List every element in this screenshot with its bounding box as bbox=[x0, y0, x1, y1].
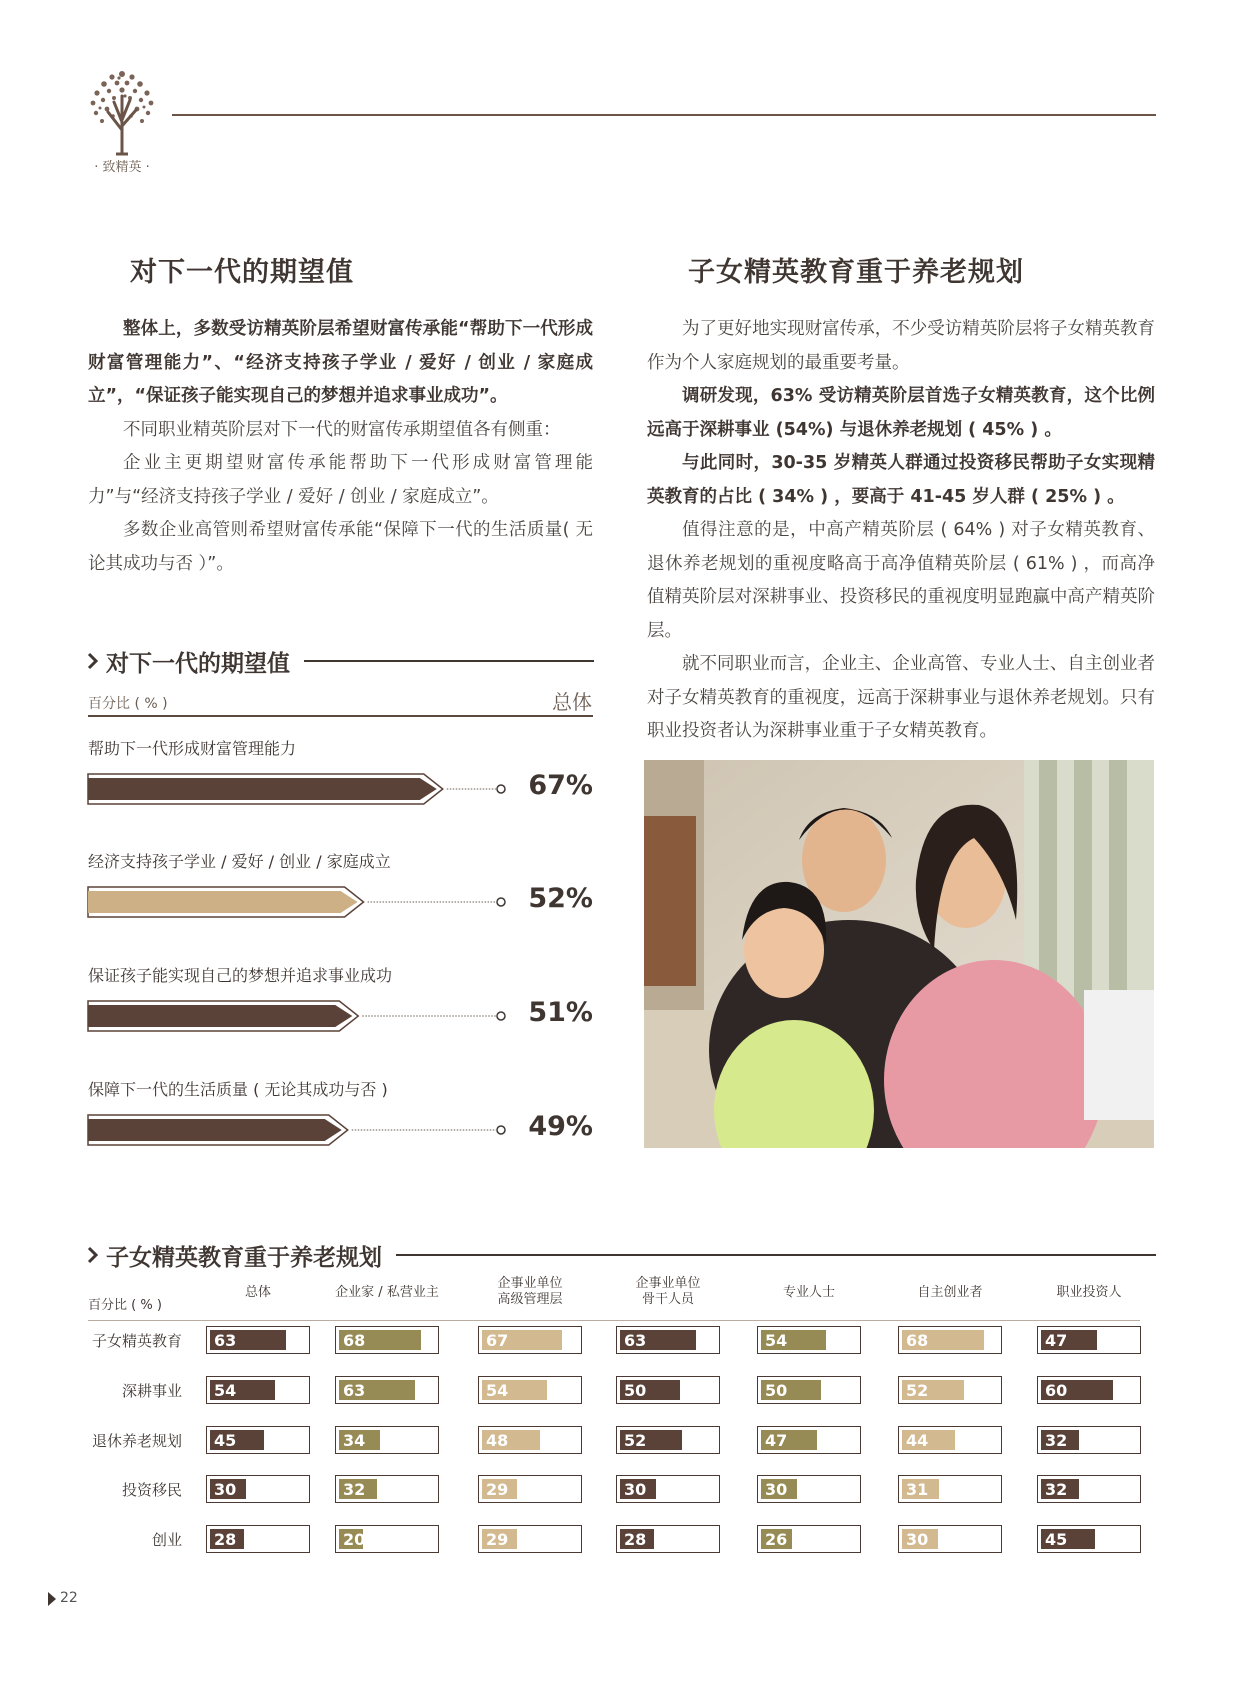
table-cell-value: 54 bbox=[765, 1331, 788, 1350]
table-cell bbox=[335, 1326, 439, 1354]
chevron-right-icon bbox=[86, 1244, 100, 1266]
expectation-item bbox=[88, 736, 593, 826]
table-row-label: 退休养老规划 bbox=[91, 1432, 182, 1450]
table-cell bbox=[206, 1475, 310, 1503]
table-cell-value: 54 bbox=[486, 1381, 509, 1400]
table-unit: 百分比 ( % ) bbox=[88, 1298, 162, 1313]
table-cell-value: 28 bbox=[214, 1530, 237, 1549]
right-paragraph: 就不同职业而言，企业主、企业高管、专业人士、自主创业者对子女精英教育的重视度，远高于深耕事业与退休养老规划。只有职业投资者认为深耕事业重于子女精英教育。 bbox=[647, 654, 1155, 741]
table-cell bbox=[757, 1426, 861, 1454]
table-cell bbox=[1037, 1475, 1141, 1503]
header-divider bbox=[172, 114, 1156, 116]
expectations-header bbox=[86, 644, 594, 678]
left-section-title: 对下一代的期望值 bbox=[130, 257, 354, 288]
expectation-value: 49% bbox=[528, 1111, 593, 1142]
table-cell bbox=[1037, 1376, 1141, 1404]
leader-dot bbox=[497, 1012, 505, 1020]
table-cell bbox=[335, 1376, 439, 1404]
table-cell-value: 26 bbox=[765, 1530, 788, 1549]
expectation-item bbox=[88, 849, 593, 939]
table-cell-value: 32 bbox=[1045, 1480, 1068, 1499]
logo-text: · 致精英 · bbox=[94, 160, 150, 175]
table-cell bbox=[898, 1525, 1002, 1553]
table-cell-value: 28 bbox=[624, 1530, 647, 1549]
table-cell-value: 30 bbox=[906, 1530, 929, 1549]
table-cell bbox=[335, 1426, 439, 1454]
leader-dot bbox=[497, 898, 505, 906]
table-cell bbox=[757, 1525, 861, 1553]
expectation-label: 经济支持孩子学业 / 爱好 / 创业 / 家庭成立 bbox=[88, 852, 391, 871]
table-cell bbox=[206, 1326, 310, 1354]
table-cell bbox=[478, 1525, 582, 1553]
table-cell-value: 44 bbox=[906, 1431, 929, 1450]
right-section-title: 子女精英教育重于养老规划 bbox=[688, 257, 1024, 288]
table-cell-value: 48 bbox=[486, 1431, 509, 1450]
education-header bbox=[86, 1238, 1156, 1272]
table-cell-value: 60 bbox=[1045, 1381, 1068, 1400]
page-arrow-icon bbox=[48, 1592, 56, 1606]
table-cell-value: 54 bbox=[214, 1381, 237, 1400]
right-paragraph: 值得注意的是，中高产精英阶层 ( 64% ) 对子女精英教育、退休养老规划的重视度略高于高净值精英阶层 ( 61% ) ，而高净值精英阶层对深耕事业、投资移民的重视度明显跑赢中高产精英阶层。 bbox=[647, 520, 1155, 641]
right-paragraph: 为了更好地实现财富传承，不少受访精英阶层将子女精英教育作为个人家庭规划的最重要考量。 bbox=[647, 319, 1155, 373]
expectation-value: 51% bbox=[528, 997, 593, 1028]
table-cell-value: 63 bbox=[343, 1381, 366, 1400]
table-cell bbox=[898, 1426, 1002, 1454]
table-cell-value: 29 bbox=[486, 1530, 509, 1549]
leader-dot bbox=[497, 785, 505, 793]
table-cell-value: 32 bbox=[1045, 1431, 1068, 1450]
table-cell-value: 34 bbox=[343, 1431, 366, 1450]
table-row-label: 深耕事业 bbox=[121, 1382, 182, 1400]
table-row-label: 子女精英教育 bbox=[91, 1332, 182, 1350]
table-cell bbox=[898, 1475, 1002, 1503]
expectation-bar bbox=[88, 993, 593, 1043]
table-cell bbox=[616, 1326, 720, 1354]
table-cell bbox=[757, 1326, 861, 1354]
education-header-rule bbox=[396, 1254, 1156, 1256]
table-cell bbox=[616, 1376, 720, 1404]
right-paragraph: 调研发现，63% 受访精英阶层首选子女精英教育，这个比例远高于深耕事业 (54%) 与退休养老规划 ( 45% ) 。 bbox=[647, 386, 1155, 440]
table-column-header: 企事业单位 高级管理层 bbox=[497, 1276, 563, 1307]
expectation-label: 帮助下一代形成财富管理能力 bbox=[88, 739, 297, 758]
table-cell bbox=[898, 1376, 1002, 1404]
table-cell bbox=[478, 1426, 582, 1454]
table-cell-value: 68 bbox=[343, 1331, 366, 1350]
table-cell bbox=[478, 1326, 582, 1354]
table-cell bbox=[616, 1475, 720, 1503]
expectation-bar-fill bbox=[88, 891, 358, 913]
table-cell bbox=[616, 1525, 720, 1553]
expectation-bar-fill bbox=[88, 778, 437, 800]
expectation-label: 保障下一代的生活质量 ( 无论其成功与否 ) bbox=[88, 1080, 388, 1099]
table-column-header: 总体 bbox=[244, 1285, 271, 1300]
table-cell bbox=[757, 1475, 861, 1503]
left-paragraph: 多数企业高管则希望财富传承能“保障下一代的生活质量( 无论其成功与否 ）”。 bbox=[88, 520, 593, 574]
expectation-bar-fill bbox=[88, 1005, 352, 1027]
table-column-header: 企业家 / 私营业主 bbox=[335, 1285, 439, 1300]
expectation-item bbox=[88, 963, 593, 1053]
table-cell bbox=[1037, 1326, 1141, 1354]
table-cell bbox=[478, 1376, 582, 1404]
leader-dot bbox=[497, 1126, 505, 1134]
page-number: 22 bbox=[60, 1590, 78, 1606]
expectation-value: 52% bbox=[528, 883, 593, 914]
table-cell-value: 63 bbox=[624, 1331, 647, 1350]
table-cell bbox=[206, 1426, 310, 1454]
table-column-header: 自主创业者 bbox=[917, 1285, 983, 1300]
expectations-total-label: 总体 bbox=[552, 690, 592, 714]
left-paragraph: 企业主更期望财富传承能帮助下一代形成财富管理能力”与“经济支持孩子学业 / 爱好 / 创业 / 家庭成立”。 bbox=[88, 453, 593, 507]
table-cell bbox=[757, 1376, 861, 1404]
expectations-rule bbox=[88, 715, 593, 717]
table-row-label: 创业 bbox=[151, 1531, 182, 1549]
table-cell-value: 68 bbox=[906, 1331, 929, 1350]
table-cell-value: 52 bbox=[624, 1431, 647, 1450]
expectation-bar bbox=[88, 766, 593, 816]
expectations-title: 对下一代的期望值 bbox=[106, 650, 290, 677]
expectations-header-rule bbox=[304, 660, 594, 662]
table-cell bbox=[1037, 1426, 1141, 1454]
table-cell bbox=[206, 1525, 310, 1553]
table-cell bbox=[616, 1426, 720, 1454]
table-cell bbox=[898, 1326, 1002, 1354]
table-cell-value: 31 bbox=[906, 1480, 929, 1499]
expectation-value: 67% bbox=[528, 770, 593, 801]
education-title: 子女精英教育重于养老规划 bbox=[106, 1244, 382, 1271]
expectations-unit: 百分比 ( % ) bbox=[88, 696, 168, 712]
chevron-right-icon bbox=[86, 650, 100, 672]
table-column-header: 专业人士 bbox=[782, 1285, 835, 1300]
table-cell-value: 50 bbox=[765, 1381, 788, 1400]
expectation-label: 保证孩子能实现自己的梦想并追求事业成功 bbox=[88, 966, 393, 985]
right-paragraph: 与此同时，30-35 岁精英人群通过投资移民帮助子女实现精英教育的占比 ( 34% ) ，要高于 41-45 岁人群 ( 25% ) 。 bbox=[647, 453, 1155, 507]
table-cell-value: 47 bbox=[1045, 1331, 1068, 1350]
family-photo bbox=[644, 760, 1154, 1148]
table-header-rule bbox=[88, 1320, 1140, 1321]
expectation-item bbox=[88, 1077, 593, 1167]
table-cell-value: 20 bbox=[343, 1530, 366, 1549]
left-paragraph: 不同职业精英阶层对下一代的财富传承期望值各有侧重： bbox=[123, 419, 561, 440]
expectation-bar-fill bbox=[88, 1119, 342, 1141]
table-cell-value: 67 bbox=[486, 1331, 509, 1350]
expectation-bar bbox=[88, 1107, 593, 1157]
table-cell-value: 50 bbox=[624, 1381, 647, 1400]
table-cell-value: 63 bbox=[214, 1331, 237, 1350]
table-cell bbox=[206, 1376, 310, 1404]
table-cell-value: 47 bbox=[765, 1431, 788, 1450]
table-cell-value: 30 bbox=[214, 1480, 237, 1499]
table-cell-value: 30 bbox=[624, 1480, 647, 1499]
table-cell bbox=[335, 1475, 439, 1503]
table-cell-value: 29 bbox=[486, 1480, 509, 1499]
table-cell-value: 45 bbox=[214, 1431, 237, 1450]
table-cell-value: 32 bbox=[343, 1480, 366, 1499]
expectation-bar bbox=[88, 879, 593, 929]
left-paragraph: 整体上，多数受访精英阶层希望财富传承能“帮助下一代形成财富管理能力”、“经济支持孩子学业 / 爱好 / 创业 / 家庭成立”，“保证孩子能实现自己的梦想并追求事业成功”。 bbox=[88, 319, 593, 406]
right-body-text bbox=[647, 313, 1155, 749]
table-cell bbox=[1037, 1525, 1141, 1553]
table-cell bbox=[335, 1525, 439, 1553]
table-cell bbox=[478, 1475, 582, 1503]
table-cell-value: 52 bbox=[906, 1381, 929, 1400]
table-row-label: 投资移民 bbox=[121, 1481, 182, 1499]
table-column-header: 职业投资人 bbox=[1056, 1285, 1122, 1300]
table-column-header: 企事业单位 骨干人员 bbox=[635, 1276, 701, 1307]
table-cell-value: 45 bbox=[1045, 1530, 1068, 1549]
table-cell-value: 30 bbox=[765, 1480, 788, 1499]
left-body-text bbox=[88, 313, 593, 581]
